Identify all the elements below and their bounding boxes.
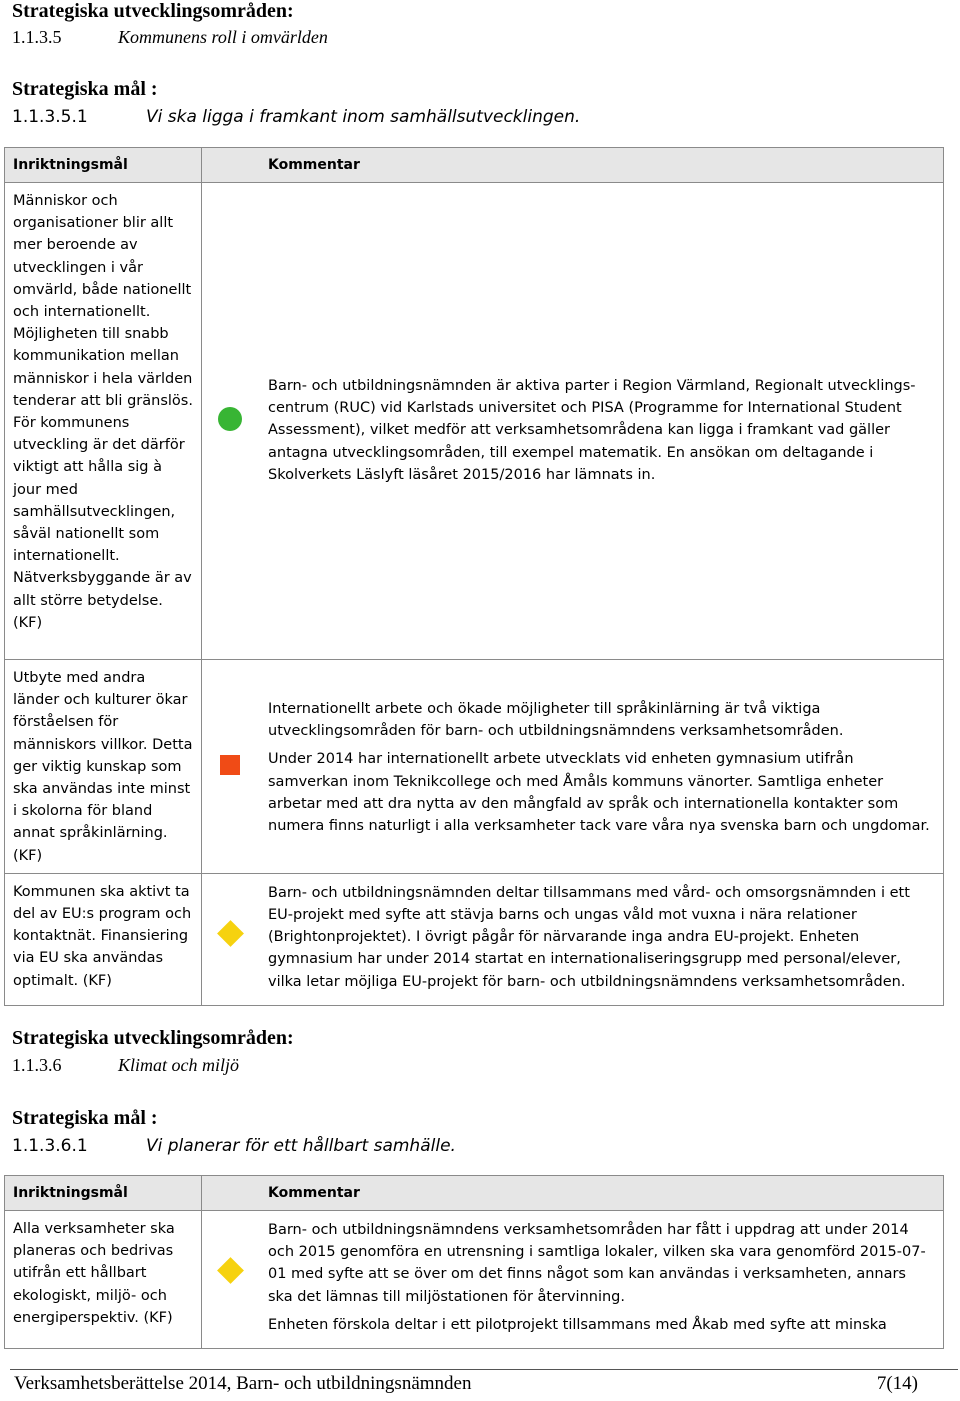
area-line-1 — [12, 27, 328, 48]
footer — [14, 1373, 918, 1395]
footer-page-number: 7(14) — [876, 1373, 918, 1394]
table-row — [5, 183, 944, 660]
goal-text: Kommunen ska aktivt ta del av EU:s program och kontaktnät. Finansiering via EU ska användas optimalt. (KF) — [5, 873, 202, 1005]
goals-table-1 — [4, 147, 944, 1006]
comment-cell — [202, 183, 944, 660]
comment-cell — [202, 873, 944, 1005]
comment-paragraph: Barn- och utbildningsnämnden deltar tillsammans med vård- och omsorgsnämnden i ett EU-projekt med syfte att stävja barns och ungas våld mot vuxna i nära relationer (Brightonprojektet). I övrigt pågår för närvarande inga andra EU-projekt. Enheten gymnasium har under 2014 startat en internationaliseringsgrupp med personal/elever, vilka letar möjliga EU-projekt för barn- och utbildningsnämndens verksamhetsområden. — [268, 884, 910, 990]
goal-line-1 — [12, 107, 580, 127]
goal-title-2: Vi planerar för ett hållbart samhälle. — [146, 1136, 456, 1156]
goal-heading-1: Strategiska mål : — [12, 78, 158, 100]
comment-text — [268, 882, 933, 993]
area-title-1: Kommunens roll i omvärlden — [118, 27, 328, 47]
goal-title-1: Vi ska ligga i framkant inom samhällsutvecklingen. — [146, 107, 581, 127]
status-yellow-icon — [217, 1257, 244, 1284]
table-header-row — [5, 148, 944, 183]
table-row — [5, 1211, 944, 1349]
goal-text: Alla verksamheter ska planeras och bedrivas utifrån ett hållbart ekologiskt, miljö- och energiperspektiv. (KF) — [5, 1211, 202, 1349]
goal-number-2: 1.1.3.6.1 — [12, 1136, 88, 1156]
goal-line-2 — [12, 1136, 456, 1156]
status-red-icon — [220, 755, 240, 775]
header-comment: Kommentar — [202, 1176, 944, 1211]
table-header-row — [5, 1176, 944, 1211]
table-row — [5, 873, 944, 1005]
comment-paragraph: Enheten förskola deltar i ett pilotprojekt tillsammans med Åkab med syfte att minska — [268, 1316, 887, 1333]
footer-rule — [10, 1369, 958, 1370]
goal-text: Människor och organisationer blir allt mer beroende av utvecklingen i vår omvärld, både nationellt och internationellt. Möjligheten till snabb kommunikation mellan människor i hela världen tenderar att bli gränslös. För kommunens utveckling är det därför viktigt att hålla sig à jour med samhällsutvecklingen, såväl nationellt som internationellt. Nätverksbyggande är av allt större betydelse. (KF) — [5, 183, 202, 660]
table-row — [5, 660, 944, 874]
area-number-2: 1.1.3.6 — [12, 1055, 62, 1075]
footer-title: Verksamhetsberättelse 2014, Barn- och utbildningsnämnden — [14, 1373, 472, 1394]
header-goal: Inriktningsmål — [5, 1176, 202, 1211]
comment-text — [268, 668, 933, 837]
area-title-2: Klimat och miljö — [118, 1055, 239, 1075]
comment-paragraph: Under 2014 har internationellt arbete utvecklats vid enheten gymnasium utifrån samverkan inom Teknikcollege och med Åmåls kommuns vänorter. Samtliga enheter arbetar med att dra nytta av den mångfald av språk och internationella kontakter som numera finns naturligt i alla verksamheter tack vare våra nya svenska barn och ungdomar. — [268, 751, 930, 835]
header-goal: Inriktningsmål — [5, 148, 202, 183]
comment-paragraph: Internationellt arbete och ökade möjligheter till språkinlärning är två viktiga utvecklingsområden för barn- och utbildningsnämndens verksamhetsområden. — [268, 701, 844, 740]
area-heading-2: Strategiska utvecklingsområden: — [12, 1027, 294, 1049]
comment-cell — [202, 1211, 944, 1349]
goal-number-1: 1.1.3.5.1 — [12, 107, 88, 127]
header-comment: Kommentar — [202, 148, 944, 183]
goal-text: Utbyte med andra länder och kulturer ökar förståelsen för människors villkor. Detta ger viktig kunskap som ska användas inte minst i skolorna för bland annat språkinlärning. (KF) — [5, 660, 202, 874]
status-yellow-icon — [217, 920, 244, 947]
goals-table-2 — [4, 1175, 944, 1349]
comment-text — [268, 1219, 933, 1336]
area-number-1: 1.1.3.5 — [12, 27, 62, 47]
comment-paragraph: Barn- och utbildningsnämndens verksamhetsområden har fått i uppdrag att under 2014 och 2015 genomföra en utrensning i samtliga lokaler, vilken ska vara genomförd 2015-07-01 med syfte att se över om det finns något som kan användas i verksamheten, annars ska det lämnas till miljöstationen för återvinning. — [268, 1222, 926, 1305]
goal-heading-2: Strategiska mål : — [12, 1107, 158, 1129]
area-heading-1: Strategiska utvecklingsområden: — [12, 0, 294, 22]
comment-paragraph: Barn- och utbildningsnämnden är aktiva parter i Region Värmland, Regionalt utvecklings-centrum (RUC) vid Karlstads universitet och PISA (Programme for International Student Assessment), vilket medför att verksamhetsområdena kan ligga i framkant vad gäller antagna utvecklingsområden, till exempel matematik. En ansökan om deltagande i Skolverkets Läslyft läsåret 2015/2016 har lämnats in. — [268, 378, 916, 483]
status-green-icon — [218, 407, 242, 431]
comment-text — [268, 191, 933, 486]
area-line-2 — [12, 1055, 239, 1076]
comment-cell — [202, 660, 944, 874]
